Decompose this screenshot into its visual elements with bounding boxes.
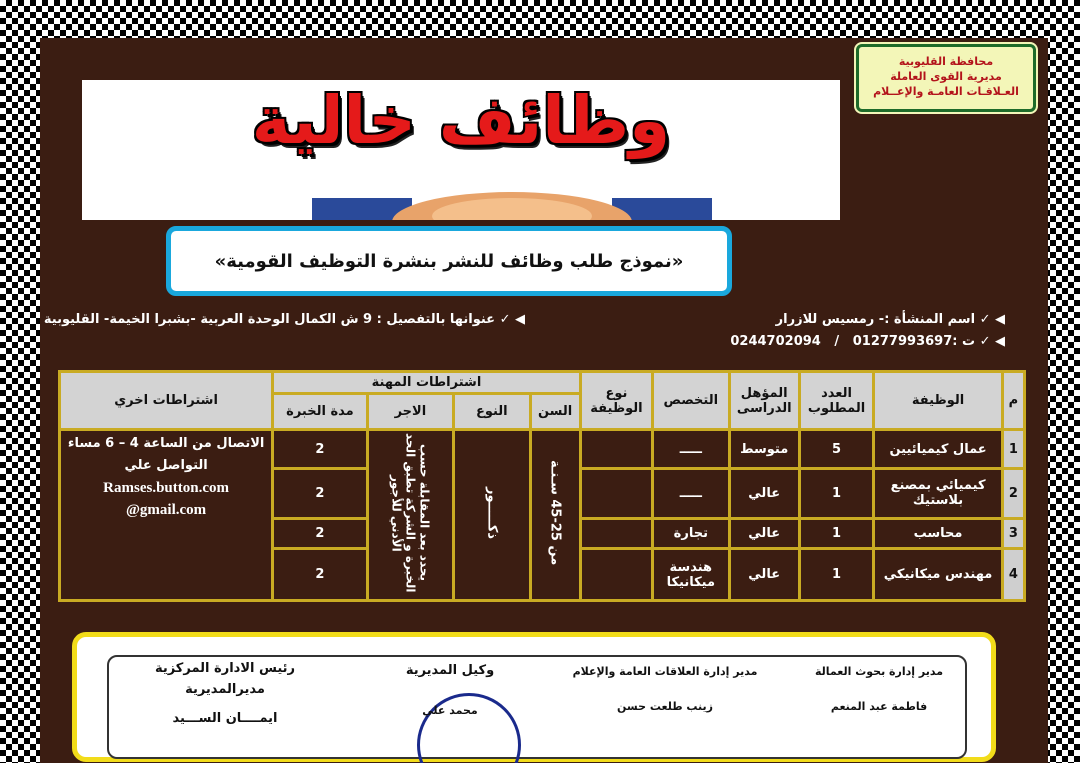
row-m: 2 <box>1002 469 1024 518</box>
row-spec: هندسة ميكانيكا <box>653 549 729 601</box>
gender-value: ذكـــــور <box>484 486 500 540</box>
row-exp: 2 <box>273 469 368 518</box>
row-count: 1 <box>799 469 873 518</box>
row-job: كيميائي بمصنع بلاستيك <box>874 469 1003 518</box>
row-spec: ـــــ <box>653 469 729 518</box>
row-count: 1 <box>799 518 873 549</box>
row-type <box>580 518 652 549</box>
header-m: م <box>1002 372 1024 430</box>
sig3-title: وكيل المديرية <box>405 663 495 678</box>
row-qual: عالي <box>729 469 799 518</box>
org-line3: العـلاقـات العامـة والإعــلام <box>873 85 1019 98</box>
signature-research <box>809 665 949 713</box>
row-type <box>580 549 652 601</box>
org-line1: محافظة القليوبية <box>898 55 994 68</box>
header-job: الوظيفة <box>874 372 1003 430</box>
row-m: 1 <box>1002 430 1024 469</box>
header-gender: النوع <box>454 394 530 430</box>
salary-cell <box>367 430 453 601</box>
age-cell <box>530 430 580 601</box>
row-exp: 2 <box>273 549 368 601</box>
row-m: 3 <box>1002 518 1024 549</box>
page-subtitle: «نموذج طلب وظائف للنشر بنشرة التوظيف القومية» <box>166 226 732 296</box>
row-qual: عالي <box>729 549 799 601</box>
other-line4: @gmail.com <box>125 502 207 518</box>
org-line2: مديرية القوى العاملة <box>890 70 1002 83</box>
establishment-name: ◀ ✓ اسم المنشأة :- رمسيس للازرار <box>775 312 1005 327</box>
header-salary: الاجر <box>367 394 453 430</box>
age-value: من 25-45 سـنـة <box>547 460 563 566</box>
table-row <box>60 430 1025 469</box>
signature-deputy <box>385 663 515 717</box>
gender-cell <box>454 430 530 601</box>
signature-pr <box>565 665 765 713</box>
row-m: 4 <box>1002 549 1024 601</box>
sig2-title: مدير إدارة العلاقات العامة والإعلام <box>572 665 758 678</box>
header-career-cond: اشتراطات المهنة <box>273 372 581 394</box>
sig1-name: فاطمة عبد المنعم <box>830 700 928 713</box>
row-type <box>580 430 652 469</box>
banner <box>82 80 840 220</box>
header-qual: المؤهل الدراسى <box>729 372 799 430</box>
header-spec: التخصص <box>653 372 729 430</box>
other-line1: الاتصال من الساعة 4 – 6 مساء <box>67 436 265 451</box>
header-count: العدد المطلوب <box>799 372 873 430</box>
sig1-title: مدير إدارة بحوث العمالة <box>814 665 944 678</box>
other-cell <box>60 430 273 601</box>
signature-box <box>72 632 996 762</box>
row-type <box>580 469 652 518</box>
row-job: محاسب <box>874 518 1003 549</box>
sig4-sub: مديرالمديرية <box>185 682 265 697</box>
row-exp: 2 <box>273 518 368 549</box>
header-type: نوع الوظيفة <box>580 372 652 430</box>
jobs-table <box>58 370 1026 602</box>
header-age: السن <box>530 394 580 430</box>
sig4-title: رئيس الادارة المركزية <box>154 661 296 676</box>
header-other: اشتراطات اخري <box>60 372 273 430</box>
salary-value: يحدد بعد المقابلة حسب الخبرة و الشركة تطبق الحد الأدني للأجور <box>389 433 432 593</box>
sig2-name: زينب طلعت حسن <box>617 700 713 713</box>
signature-panel <box>107 655 967 759</box>
sig3-name: محمد علي <box>422 704 478 717</box>
header-exp: مدة الخبرة <box>273 394 368 430</box>
row-qual: متوسط <box>729 430 799 469</box>
sig4-name: ايمــــان الســـيد <box>172 711 278 726</box>
other-line3: Ramses.button.com <box>103 480 229 496</box>
establishment-phone: ◀ ✓ ت :01277993697 / 0244702094 <box>730 334 1005 349</box>
org-badge <box>856 44 1036 112</box>
row-job: عمال كيميائيين <box>874 430 1003 469</box>
row-spec: ـــــ <box>653 430 729 469</box>
other-line2: التواصل علي <box>124 458 208 473</box>
row-exp: 2 <box>273 430 368 469</box>
row-count: 5 <box>799 430 873 469</box>
row-count: 1 <box>799 549 873 601</box>
signature-head <box>125 661 325 726</box>
establishment-address: ◀ ✓ عنوانها بالتفصيل : 9 ش الكمال الوحدة العربية -بشبرا الخيمة- القليوبية <box>43 312 525 327</box>
row-qual: عالي <box>729 518 799 549</box>
row-job: مهندس ميكانيكي <box>874 549 1003 601</box>
banner-title: وظائف خالية <box>251 82 671 159</box>
handshake-icon <box>312 180 712 220</box>
row-spec: تجارة <box>653 518 729 549</box>
